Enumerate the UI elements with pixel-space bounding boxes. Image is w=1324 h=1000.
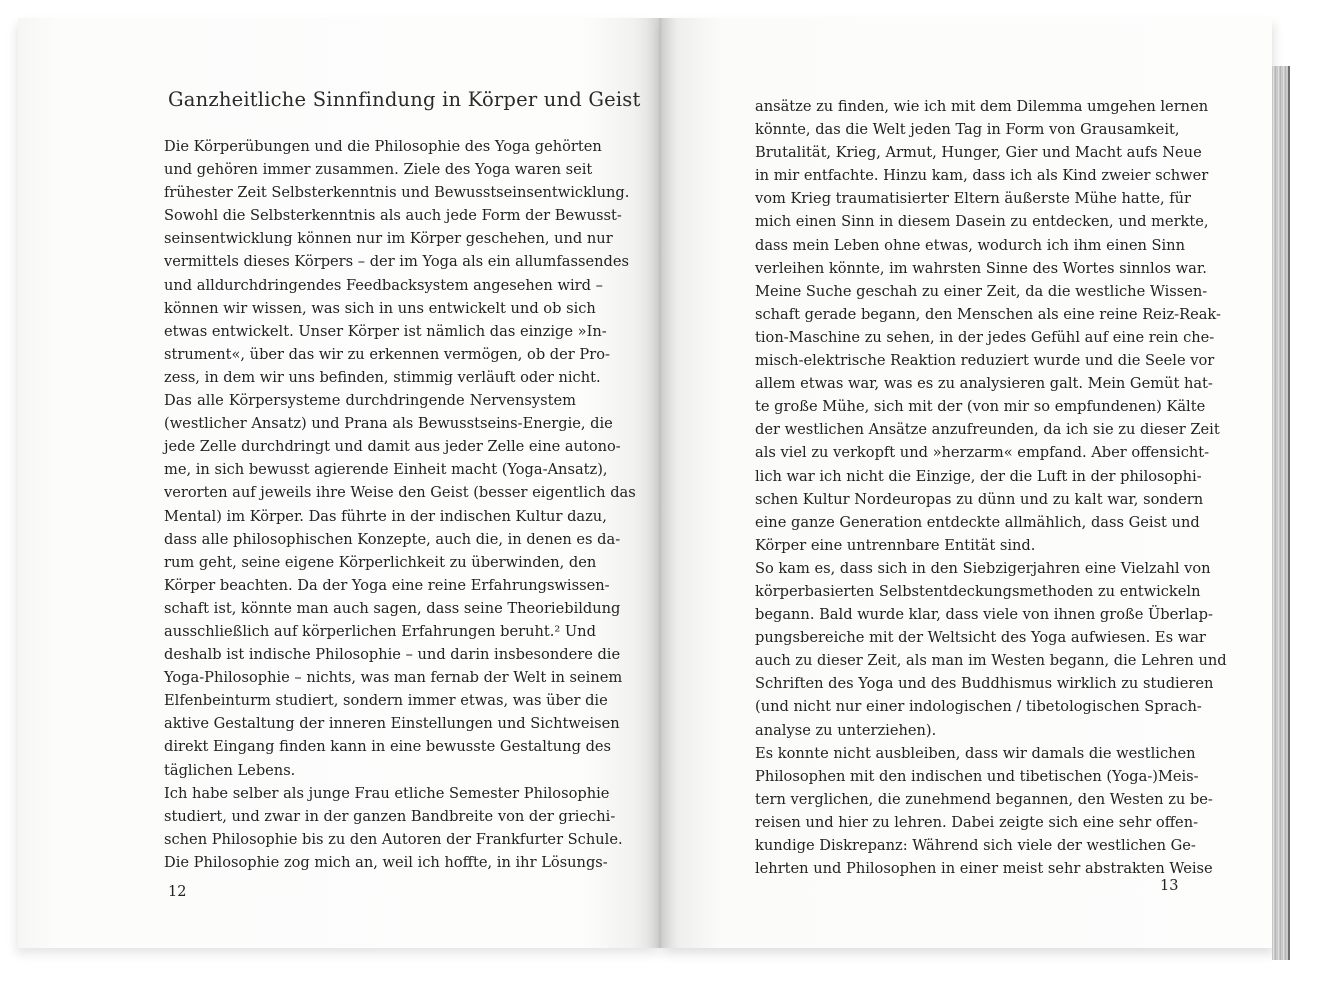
left-page (18, 18, 660, 948)
left-page-text-line: Ich habe selber als junge Frau etliche Semester Philosophie (164, 784, 610, 802)
left-page-text-line: schaft ist, könnte man auch sagen, dass seine Theoriebildung (164, 599, 621, 617)
right-page-text-line: körperbasierten Selbstentdeckungsmethoden zu entwickeln (755, 582, 1201, 600)
running-head: Ganzheitliche Sinnfindung in Körper und Geist (168, 88, 641, 111)
page-edges (1272, 66, 1290, 960)
left-page-text-line: Elfenbeinturm studiert, sondern immer etwas, was über die (164, 692, 608, 710)
left-page-text-line: deshalb ist indische Philosophie – und darin insbesondere die (164, 646, 621, 664)
right-page-text-line: in mir entfachte. Hinzu kam, dass ich als Kind zweier schwer (755, 167, 1209, 185)
right-page-text-line: Philosophen mit den indischen und tibetischen (Yoga-)Meis- (755, 767, 1199, 785)
left-page-text-line: Die Körperübungen und die Philosophie des Yoga gehörten (164, 138, 602, 155)
left-page-text-line: aktive Gestaltung der inneren Einstellungen und Sichtweisen (164, 715, 620, 733)
left-page-text-line: täglichen Lebens. (164, 761, 296, 779)
right-page-text-line: Schriften des Yoga und des Buddhismus wirklich zu studieren (755, 675, 1214, 693)
right-page-text-line: pungsbereiche mit der Weltsicht des Yoga aufwiesen. Es war (755, 629, 1206, 647)
right-page-text-line: Es konnte nicht ausbleiben, dass wir damals die westlichen (755, 744, 1196, 762)
right-page-text-line: Brutalität, Krieg, Armut, Hunger, Gier und Macht aufs Neue (755, 144, 1202, 162)
right-page-text-line: So kam es, dass sich in den Siebzigerjahren eine Vielzahl von (755, 559, 1211, 577)
left-page-text-line: frühester Zeit Selbsterkenntnis und Bewusstseinsentwicklung. (164, 184, 630, 202)
right-page-text-line: analyse zu unterziehen). (755, 721, 937, 739)
right-page-text-line: auch zu dieser Zeit, als man im Westen begann, die Lehren und (755, 652, 1227, 670)
left-page-text-line: Körper beachten. Da der Yoga eine reine Erfahrungswissen- (164, 576, 610, 594)
right-page-text-line: allem etwas war, was es zu analysieren galt. Mein Gemüt hat- (755, 375, 1213, 393)
right-page-text-line: vom Krieg traumatisierter Eltern äußerste Mühe hatte, für (755, 190, 1192, 208)
left-page-text (164, 135, 636, 874)
right-page-text-line: als viel zu verkopft und »herzarm« empfand. Aber offensicht- (755, 444, 1210, 462)
left-page-text-line: jede Zelle durchdringt und damit aus jeder Zelle eine autono- (164, 438, 621, 456)
page-number-right: 13 (1160, 878, 1179, 894)
left-page-text-line: Yoga-Philosophie – nichts, was man fernab der Welt in seinem (164, 669, 623, 687)
right-page-text-line: eine ganze Generation entdeckte allmählich, dass Geist und (755, 513, 1200, 531)
left-page-text-line: direkt Eingang finden kann in eine bewusste Gestaltung des (164, 738, 612, 756)
right-page-text-line: der westlichen Ansätze anzufreunden, da ich sie zu dieser Zeit (755, 421, 1220, 439)
open-book (18, 18, 1288, 968)
right-page-text-line: Meine Suche geschah zu einer Zeit, da die westliche Wissen- (755, 282, 1208, 300)
left-page-text-line: (westlicher Ansatz) und Prana als Bewusstseins-Energie, die (164, 415, 613, 433)
left-page-text-line: können wir wissen, was sich in uns entwickelt und ob sich (164, 299, 596, 317)
right-page-text-line: lehrten und Philosophen in einer meist sehr abstrakten Weise (755, 860, 1213, 878)
left-page-text-line: studiert, und zwar in der ganzen Bandbreite von der griechi- (164, 807, 616, 825)
right-page-text-line: mich einen Sinn in diesem Dasein zu entdecken, und merkte, (755, 213, 1209, 231)
left-page-text-line: me, in sich bewusst agierende Einheit macht (Yoga-Ansatz), (164, 461, 608, 479)
left-page-text-line: Die Philosophie zog mich an, weil ich hoffte, in ihr Lösungs- (164, 853, 608, 871)
right-page-text-line: verleihen könnte, im wahrsten Sinne des Wortes sinnlos war. (755, 259, 1207, 277)
left-page-text-line: rum geht, seine eigene Körperlichkeit zu überwinden, den (164, 553, 597, 571)
left-page-text-line: Mental) im Körper. Das führte in der indischen Kultur dazu, (164, 507, 607, 525)
right-page-text-line: (und nicht nur einer indologischen / tibetologischen Sprach- (755, 698, 1202, 716)
left-page-text-line: vermittels dieses Körpers – der im Yoga als ein allumfassendes (164, 253, 629, 271)
page-number-left: 12 (168, 884, 187, 900)
right-page-text-line: Körper eine untrennbare Entität sind. (755, 536, 1036, 554)
right-page-text-line: ansätze zu finden, wie ich mit dem Dilemma umgehen lernen (755, 98, 1209, 115)
right-page-text-line: könnte, das die Welt jeden Tag in Form von Grausamkeit, (755, 121, 1180, 139)
right-page-text-line: dass mein Leben ohne etwas, wodurch ich ihm einen Sinn (755, 236, 1185, 254)
left-page-text-line: dass alle philosophischen Konzepte, auch die, in denen es da- (164, 530, 621, 548)
left-page-text-line: schen Philosophie bis zu den Autoren der Frankfurter Schule. (164, 830, 623, 848)
right-page-text-line: lich war ich nicht die Einzige, der die Luft in der philosophi- (755, 467, 1202, 485)
left-page-text-line: verorten auf jeweils ihre Weise den Geist (besser eigentlich das (164, 484, 636, 502)
left-page-text-line: strument«, über das wir zu erkennen vermögen, ob der Pro- (164, 345, 610, 363)
left-page-text-line: seinsentwicklung können nur im Körper geschehen, und nur (164, 230, 613, 248)
left-page-text-line: ausschließlich auf körperlichen Erfahrungen beruht.² Und (164, 622, 596, 640)
right-page-text-line: schen Kultur Nordeuropas zu dünn und zu kalt war, sondern (755, 490, 1204, 508)
right-page-text-line: tern verglichen, die zunehmend begannen, den Westen zu be- (755, 790, 1213, 808)
right-page-text-line: schaft gerade begann, den Menschen als eine reine Reiz-Reak- (755, 305, 1221, 323)
left-page-text-line: und gehören immer zusammen. Ziele des Yoga waren seit (164, 161, 593, 179)
right-page-text-line: te große Mühe, sich mit der (von mir so empfundenen) Kälte (755, 398, 1206, 416)
left-page-text-line: Sowohl die Selbsterkenntnis als auch jede Form der Bewusst- (164, 207, 622, 225)
right-page-text-line: kundige Diskrepanz: Während sich viele der westlichen Ge- (755, 837, 1196, 854)
right-page-text-line: tion-Maschine zu sehen, in der jedes Gefühl auf eine rein che- (755, 328, 1215, 346)
right-page-text-line: misch-elektrische Reaktion reduziert wurde und die Seele vor (755, 352, 1215, 370)
left-page-text-line: Das alle Körpersysteme durchdringende Nervensystem (164, 392, 576, 410)
right-page-text-line: begann. Bald wurde klar, dass viele von ihnen große Überlap- (755, 606, 1213, 624)
right-page (660, 18, 1272, 948)
left-page-text-line: und alldurchdringendes Feedbacksystem angesehen wird – (164, 276, 603, 294)
right-page-text (755, 95, 1227, 880)
left-page-text-line: zess, in dem wir uns befinden, stimmig verläuft oder nicht. (164, 368, 601, 386)
left-page-text-line: etwas entwickelt. Unser Körper ist nämlich das einzige »In- (164, 322, 607, 340)
right-page-text-line: reisen und hier zu lehren. Dabei zeigte sich eine sehr offen- (755, 813, 1199, 831)
